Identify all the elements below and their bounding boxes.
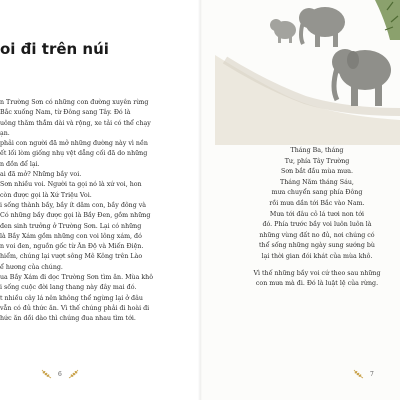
text-line: i sống cuộc đời lang thang này đây mai đó. xyxy=(0,284,137,292)
text-line: đen sinh trưởng ở Trường Sơn. Lại có những xyxy=(0,222,142,230)
text-line: Mưa tới đâu cỏ lá tươi non tới xyxy=(269,210,365,218)
text-line: phải con người đã mở những đường này vì nền xyxy=(0,140,148,148)
left-page-footer xyxy=(40,369,80,379)
text-line: thể sống những ngày sung sướng bù xyxy=(259,242,375,250)
text-line: con mưa mà đi. Đó là luật lệ của rừng. xyxy=(255,280,379,288)
text-line: Vì thế những bầy voi cứ theo sau những xyxy=(253,269,381,277)
elephant-herd-illustration xyxy=(215,0,400,145)
text-line: i sống thành bầy, bầy ít dăm con, bầy đông và xyxy=(0,201,147,209)
chapter-title: oi đi trên núi xyxy=(0,40,109,58)
text-line: ạn. xyxy=(0,129,10,137)
text-line: những vùng đất no đủ, nơi chúng có xyxy=(259,231,375,239)
page-number: 6 xyxy=(58,370,62,378)
text-line: ai đã mở? Những bầy voi. xyxy=(0,171,82,179)
text-line: lại thời gian đói khát của mùa khô. xyxy=(261,252,373,260)
text-line: Sơn nhiều voi. Người ta gọi nó là xứ voi, hon xyxy=(0,181,142,189)
text-line: ết lối lòm giống nhụ vệt dẫng cối đã do những xyxy=(0,150,148,158)
book-gutter xyxy=(198,0,202,400)
text-line: Tháng Năm tháng Sáu, xyxy=(280,178,354,186)
wheat-sprig-icon xyxy=(40,369,52,379)
text-line: Tư, phía Tây Trường xyxy=(284,157,350,165)
text-line: hiểm, chúng lại vượt sông Mê Kông trên Lào xyxy=(0,253,143,261)
text-line: n đồn để lại. xyxy=(0,160,40,168)
text-line: mưa chuyển sang phía Đông xyxy=(271,189,363,197)
text-line: Có những bầy được gọi là Bầy Đen, gồm những xyxy=(0,212,151,220)
right-page-footer xyxy=(352,369,374,379)
text-line: ể hương của chúng. xyxy=(0,263,63,271)
text-line: đó. Phía trước bầy voi luôn luôn là xyxy=(262,221,372,229)
text-line: Tháng Ba, tháng xyxy=(290,147,344,154)
wheat-sprig-icon xyxy=(68,369,80,379)
text-line: còn được gọi là Xứ Triệu Voi. xyxy=(0,191,92,199)
text-line: rồi mưa dần tới Bắc vào Nam. xyxy=(269,199,365,207)
text-line: ua Bầy Xám đi dọc Trường Sơn tìm ăn. Mùa khô xyxy=(0,274,154,282)
text-line: Bắc xuống Nam, từ Đông sang Tây. Đó là xyxy=(0,109,131,117)
text-line: là Bầy Xám gồm những con voi lông xám, đó xyxy=(0,232,142,240)
text-line: t nhiều cây lá nên không thể ngừng lại ở đâu xyxy=(0,294,143,302)
text-line: uông thăm thẳm dài và rộng, xe tải có thể chạy xyxy=(0,119,151,127)
text-line: hức ăn dồi dào thì chúng đua nhau tìm tới. xyxy=(0,315,136,323)
wheat-sprig-icon xyxy=(352,369,364,379)
text-line: Sơn bắt đầu mùa mưa. xyxy=(281,168,353,176)
page-number: 7 xyxy=(370,370,374,378)
left-page-body xyxy=(0,98,200,325)
right-page-body xyxy=(242,146,392,290)
text-line: n voi đen, nguồn gốc từ Ấn Độ và Miến Điện. xyxy=(0,243,144,251)
text-line: vẫn có đủ thức ăn. Vì thế chúng phải đi hoài đi xyxy=(0,304,150,312)
text-line: n Trường Sơn có những con đường xuyên rừng xyxy=(0,99,149,106)
